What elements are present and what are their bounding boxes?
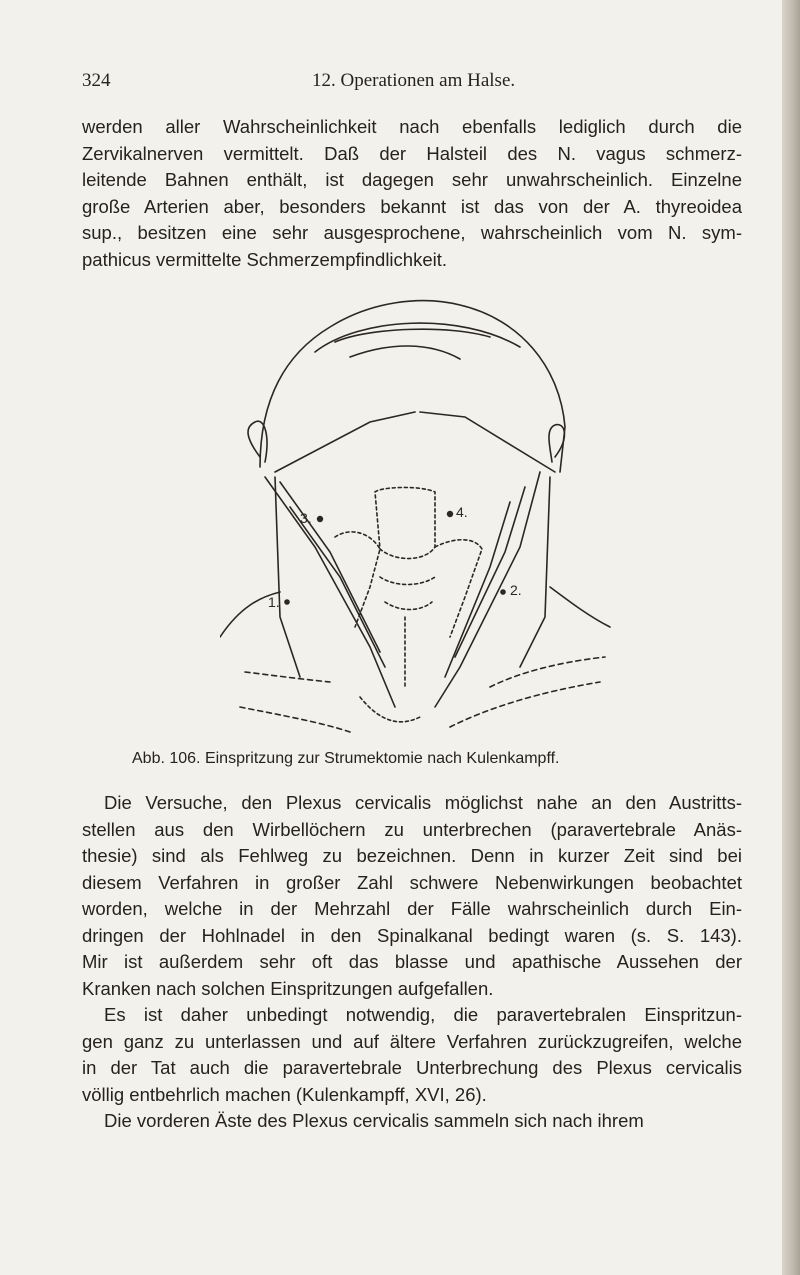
injection-point-4 bbox=[447, 511, 453, 517]
text-line: Mir ist außerdem sehr oft das blasse und apathische Aussehen der bbox=[82, 951, 742, 972]
text-line: Kranken nach solchen Einspritzungen aufgefallen. bbox=[82, 977, 494, 999]
label-4: 4. bbox=[456, 504, 468, 520]
text-line: worden, welche in der Mehrzahl der Fälle wahrscheinlich durch Ein- bbox=[82, 898, 742, 919]
muscle-left bbox=[265, 477, 395, 707]
head-outline bbox=[260, 301, 565, 472]
text-line: pathicus vermittelte Schmerzempfindlichkeit. bbox=[82, 248, 448, 270]
jaw-right bbox=[420, 412, 555, 472]
figure-caption: Abb. 106. Einspritzung zur Strumektomie nach Kulenkampff. bbox=[132, 750, 560, 767]
text-line: Die vorderen Äste des Plexus cervicalis sammeln sich nach ihrem bbox=[104, 1110, 644, 1131]
shoulder-right bbox=[550, 587, 610, 627]
text-line: leitende Bahnen enthält, ist dagegen sehr unwahrscheinlich. Einzelne bbox=[82, 169, 742, 190]
label-3: 3. bbox=[300, 510, 312, 526]
text-line: in der Tat auch die paravertebrale Unterbrechung des Plexus cervicalis bbox=[82, 1057, 742, 1078]
page-edge bbox=[782, 0, 800, 1275]
neck-injection-figure bbox=[220, 287, 620, 742]
thyroid-dashed bbox=[375, 487, 435, 558]
text-line: werden aller Wahrscheinlichkeit nach ebenfalls lediglich durch die bbox=[82, 116, 742, 137]
paragraph-3 bbox=[82, 1002, 742, 1108]
text-line: stellen aus den Wirbellöchern zu unterbrechen (paravertebrale Anäs- bbox=[82, 818, 742, 840]
chapter-title: 12. Operationen am Halse. bbox=[312, 70, 516, 91]
text-line: diesem Verfahren in großer Zahl schwere Nebenwirkungen beobachtet bbox=[82, 871, 742, 893]
injection-point-2 bbox=[500, 589, 506, 595]
ear-left bbox=[248, 421, 267, 462]
text-line: dringen der Hohlnadel in den Spinalkanal bedingt waren (s. S. 143). bbox=[82, 924, 742, 946]
neck-right bbox=[520, 477, 550, 667]
label-1: 1. bbox=[268, 594, 280, 610]
injection-point-3 bbox=[317, 516, 323, 522]
text-line: Zervikalnerven vermittelt. Daß der Halsteil des N. vagus schmerz- bbox=[82, 142, 742, 164]
text-line: Die Versuche, den Plexus cervicalis möglichst nahe an den Austritts- bbox=[104, 792, 742, 813]
text-line: sup., besitzen eine sehr ausgesprochene, wahrscheinlich vom N. sym- bbox=[82, 222, 742, 243]
paragraph-2 bbox=[82, 790, 742, 1002]
paragraph-1 bbox=[82, 114, 742, 273]
text-line: völlig entbehrlich machen (Kulenkampff, XVI, 26). bbox=[82, 1083, 487, 1105]
page-header bbox=[82, 70, 722, 100]
label-2: 2. bbox=[510, 582, 522, 598]
page-number: 324 bbox=[82, 70, 111, 91]
text-line: Es ist daher unbedingt notwendig, die paravertebralen Einspritzun- bbox=[104, 1004, 742, 1025]
neck-left bbox=[275, 477, 300, 677]
text-line: gen ganz zu unterlassen und auf ältere Verfahren zurückzugreifen, welche bbox=[82, 1030, 742, 1052]
paragraph-4 bbox=[82, 1108, 742, 1135]
injection-point-1 bbox=[284, 599, 290, 605]
text-line: thesie) sind als Fehlweg zu bezeichnen. Denn in kurzer Zeit sind bei bbox=[82, 845, 742, 866]
jaw-left bbox=[275, 412, 415, 472]
text-line: große Arterien aber, besonders bekannt ist das von der A. thyreoidea bbox=[82, 195, 742, 217]
